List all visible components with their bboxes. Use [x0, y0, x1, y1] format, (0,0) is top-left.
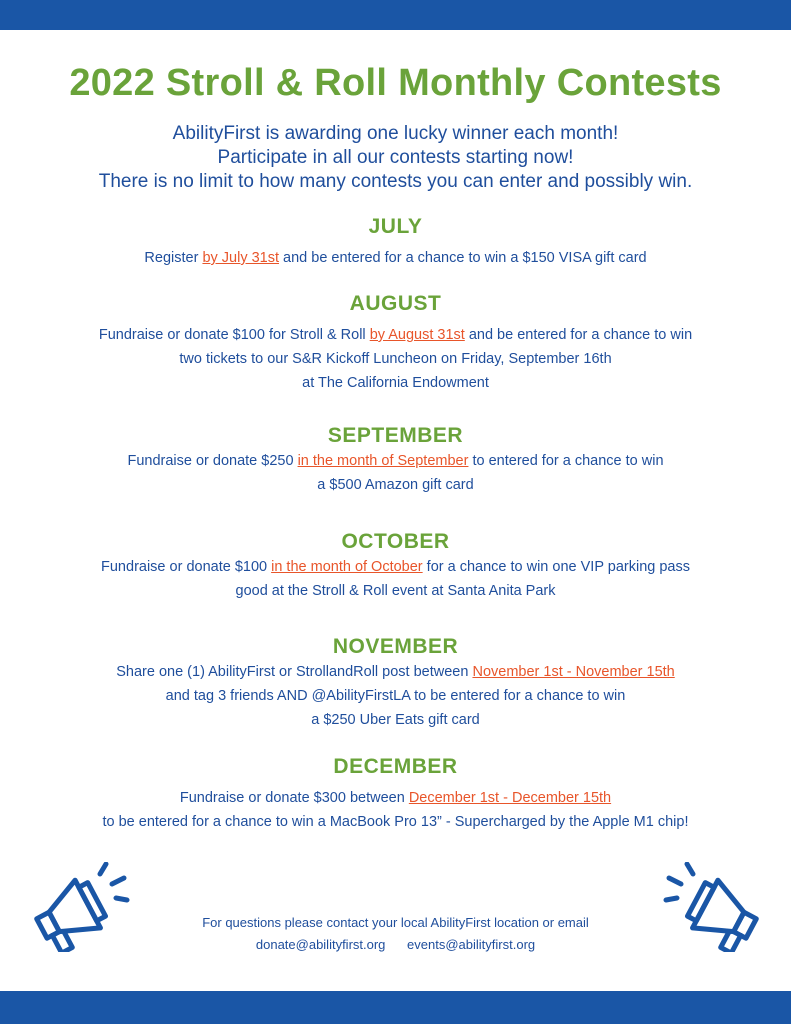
body-line: a $500 Amazon gift card	[317, 477, 474, 493]
body-text: and be entered for a chance to win a $150 VISA gift card	[279, 250, 647, 266]
body-text: Fundraise or donate $100	[101, 559, 272, 575]
body-line	[0, 786, 791, 810]
body-text: Register	[144, 250, 203, 266]
body-text: for a chance to win one VIP parking pass	[422, 559, 690, 575]
deadline-link[interactable]: in the month of October	[271, 559, 423, 575]
body-line	[0, 449, 791, 473]
bottom-banner-bar	[0, 991, 791, 1024]
contact-line: For questions please contact your local AbilityFirst location or email	[202, 915, 589, 930]
body-text: Fundraise or donate $300 between	[179, 790, 409, 806]
month-section-november	[0, 634, 791, 732]
month-heading: JULY	[368, 215, 423, 238]
page-title: 2022 Stroll & Roll Monthly Contests	[69, 62, 722, 104]
body-line: to be entered for a chance to win a MacBook Pro 13” - Supercharged by the Apple M1 chip!	[102, 814, 689, 830]
month-section-december	[0, 754, 791, 834]
body-line	[0, 660, 791, 684]
deadline-link[interactable]: by August 31st	[369, 327, 465, 343]
month-body	[0, 786, 791, 834]
events-email-link[interactable]: events@abilityfirst.org	[407, 937, 536, 952]
donate-email-link[interactable]: donate@abilityfirst.org	[255, 937, 386, 952]
intro-line: There is no limit to how many contests you can enter and possibly win.	[98, 171, 693, 192]
month-heading: NOVEMBER	[332, 635, 459, 658]
deadline-link[interactable]: in the month of September	[297, 453, 469, 469]
email-links	[0, 934, 791, 956]
month-body	[0, 449, 791, 497]
top-banner-bar	[0, 0, 791, 30]
body-line: good at the Stroll & Roll event at Santa Anita Park	[235, 583, 556, 599]
deadline-link[interactable]: December 1st - December 15th	[408, 790, 612, 806]
body-line	[0, 555, 791, 579]
body-line: two tickets to our S&R Kickoff Luncheon on Friday, September 16th	[179, 351, 612, 367]
body-line	[0, 323, 791, 347]
month-heading: AUGUST	[349, 292, 442, 315]
body-text: to entered for a chance to win	[468, 453, 664, 469]
month-section-july	[0, 214, 791, 270]
body-line: a $250 Uber Eats gift card	[311, 712, 480, 728]
intro-line: Participate in all our contests starting now!	[217, 147, 574, 168]
month-body	[0, 323, 791, 395]
body-line	[0, 246, 791, 270]
month-body	[0, 660, 791, 732]
body-line: at The California Endowment	[302, 375, 489, 391]
body-text: and be entered for a chance to win	[464, 327, 693, 343]
month-section-october	[0, 529, 791, 603]
contact-footer	[0, 912, 791, 956]
month-body	[0, 246, 791, 270]
month-heading: OCTOBER	[341, 530, 450, 553]
month-body	[0, 555, 791, 603]
body-text: Fundraise or donate $100 for Stroll & Roll	[98, 327, 370, 343]
month-section-september	[0, 423, 791, 497]
month-section-august	[0, 291, 791, 395]
intro-text	[0, 122, 791, 194]
body-text: Share one (1) AbilityFirst or StrollandRoll post between	[116, 664, 473, 680]
deadline-link[interactable]: by July 31st	[202, 250, 280, 266]
intro-line: AbilityFirst is awarding one lucky winner each month!	[172, 123, 619, 144]
month-heading: DECEMBER	[333, 755, 458, 778]
deadline-link[interactable]: November 1st - November 15th	[472, 664, 675, 680]
body-text: Fundraise or donate $250	[127, 453, 298, 469]
month-heading: SEPTEMBER	[327, 424, 464, 447]
body-line: and tag 3 friends AND @AbilityFirstLA to be entered for a chance to win	[165, 688, 626, 704]
